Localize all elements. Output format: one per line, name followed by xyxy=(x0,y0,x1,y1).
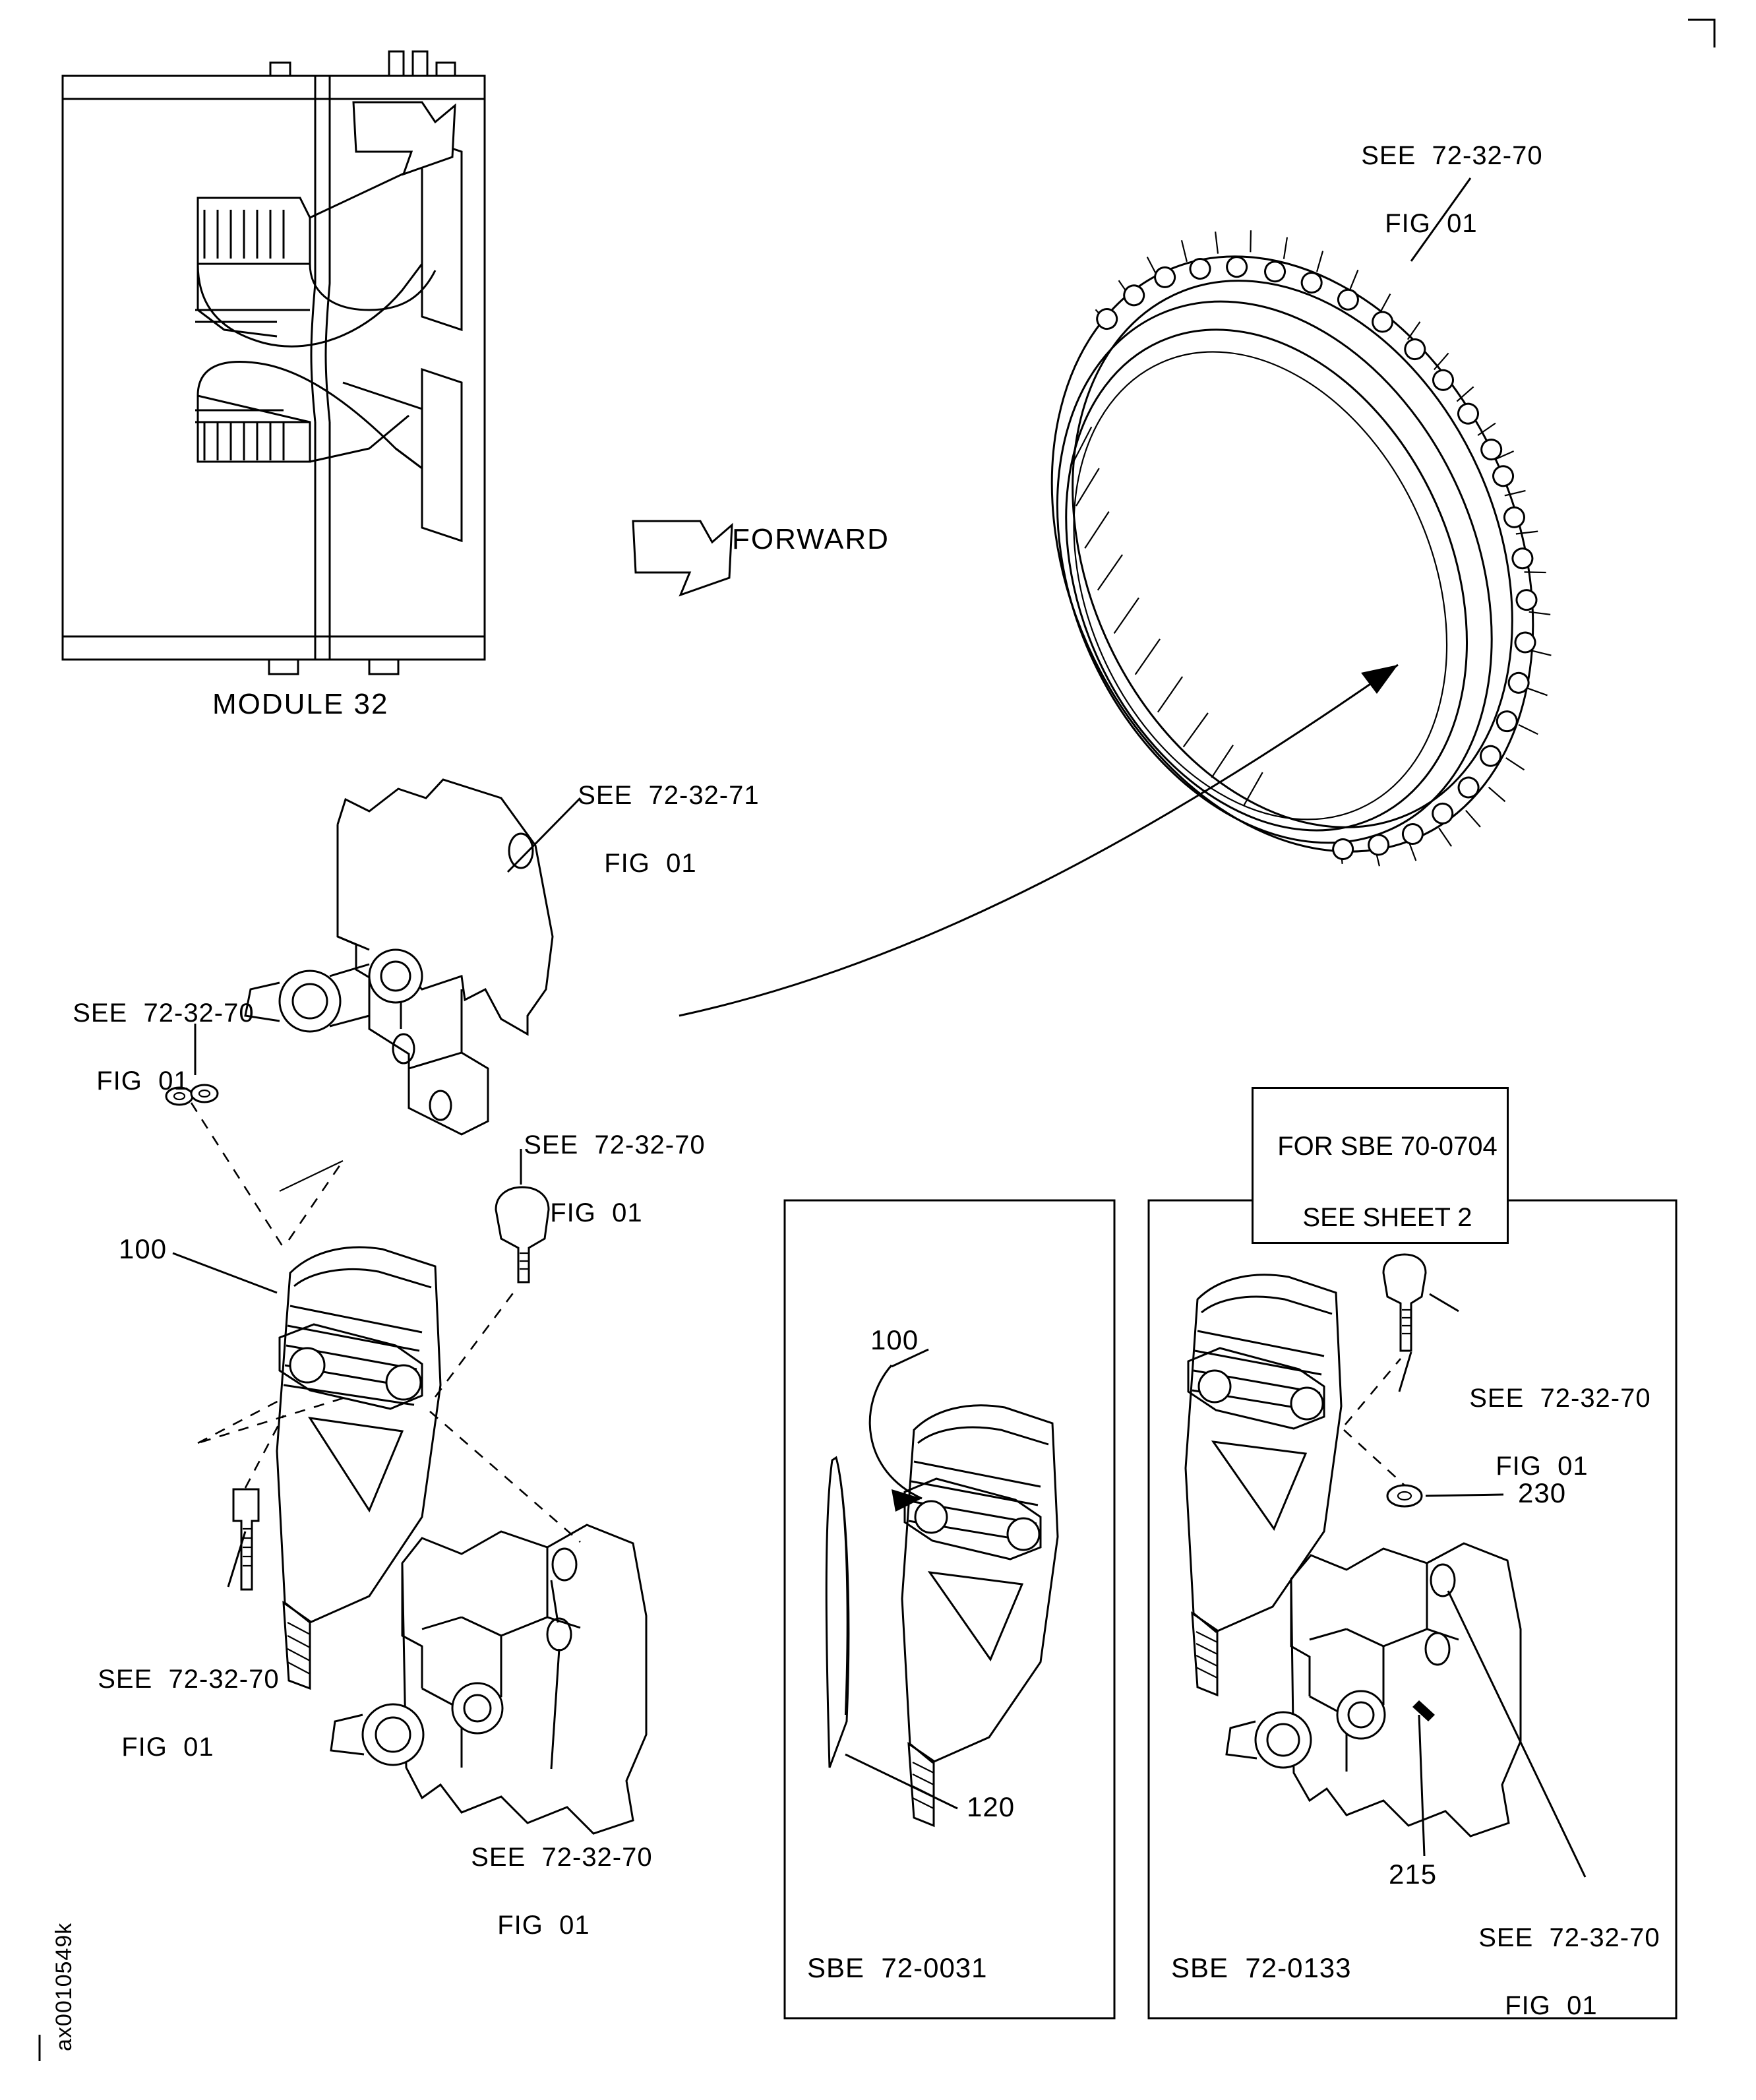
callout-line2: FIG 01 xyxy=(1496,1451,1589,1481)
forward-direction-arrow xyxy=(633,521,732,595)
callout-line2: FIG 01 xyxy=(497,1910,590,1940)
item-number-100-main: 100 xyxy=(119,1233,167,1264)
callout-line1: SEE 72-32-70 xyxy=(524,1130,706,1160)
callout-see-72-32-70-fig01-lower-center xyxy=(455,1807,653,1942)
callout-line1: SEE 72-32-70 xyxy=(1361,141,1543,171)
note-box-sbe-70-0704 xyxy=(1252,1087,1509,1244)
module-32-cross-section xyxy=(63,51,485,674)
variable-vane-item-100 xyxy=(277,1247,440,1688)
panel-caption-sbe-72-0031: SBE 72-0031 xyxy=(807,1952,988,1983)
stator-ring-assembly xyxy=(952,152,1650,949)
lower-support-bracket xyxy=(331,1525,646,1834)
item-number-215-panel2: 215 xyxy=(1389,1859,1438,1890)
item-number-230-panel2: 230 xyxy=(1518,1477,1567,1508)
callout-line2: FIG 01 xyxy=(604,848,697,878)
upper-support-bracket xyxy=(245,780,553,1134)
item-number-120-panel1: 120 xyxy=(967,1791,1015,1822)
callout-line1: SEE 72-32-71 xyxy=(578,781,760,811)
callout-line2: FIG 01 xyxy=(1505,1991,1598,2020)
callout-line1: SEE 72-32-70 xyxy=(98,1665,280,1694)
callout-see-72-32-70-fig01-panel2-bottom xyxy=(1463,1888,1660,2023)
callout-see-72-32-71-fig01 xyxy=(562,745,760,880)
callout-line1: SEE 72-32-70 xyxy=(1469,1384,1651,1413)
bolt-lower-left xyxy=(233,1489,258,1590)
callout-line1: SEE 72-32-70 xyxy=(73,999,255,1028)
leader-lines-main xyxy=(173,798,580,1769)
forward-label: FORWARD xyxy=(732,523,890,555)
panel-caption-sbe-72-0133: SBE 72-0133 xyxy=(1171,1952,1352,1983)
module-caption: MODULE 32 xyxy=(212,688,389,720)
panel-sbe-72-0031-art xyxy=(785,1200,1114,2018)
callout-line1: SEE 72-32-70 xyxy=(471,1843,653,1872)
callout-see-72-32-70-fig01-top-right xyxy=(1345,106,1543,241)
note-line1: FOR SBE 70-0704 xyxy=(1277,1132,1498,1161)
item-number-100-panel1: 100 xyxy=(870,1324,919,1355)
callout-line2: FIG 01 xyxy=(121,1732,214,1762)
callout-see-72-32-70-fig01-left xyxy=(57,963,255,1098)
callout-see-72-32-70-fig01-lower-left xyxy=(82,1629,280,1764)
callout-line2: FIG 01 xyxy=(96,1066,189,1096)
note-line2: SEE SHEET 2 xyxy=(1302,1203,1472,1232)
callout-line2: FIG 01 xyxy=(550,1198,643,1227)
leader-assembly-to-ring xyxy=(679,665,1398,1016)
drawing-id: ax0010549k xyxy=(51,1922,76,2051)
callout-line1: SEE 72-32-70 xyxy=(1478,1923,1660,1953)
callout-see-72-32-70-fig01-panel2-top xyxy=(1453,1348,1651,1483)
callout-line2: FIG 01 xyxy=(1385,208,1478,238)
callout-see-72-32-70-fig01-middle xyxy=(508,1095,706,1230)
